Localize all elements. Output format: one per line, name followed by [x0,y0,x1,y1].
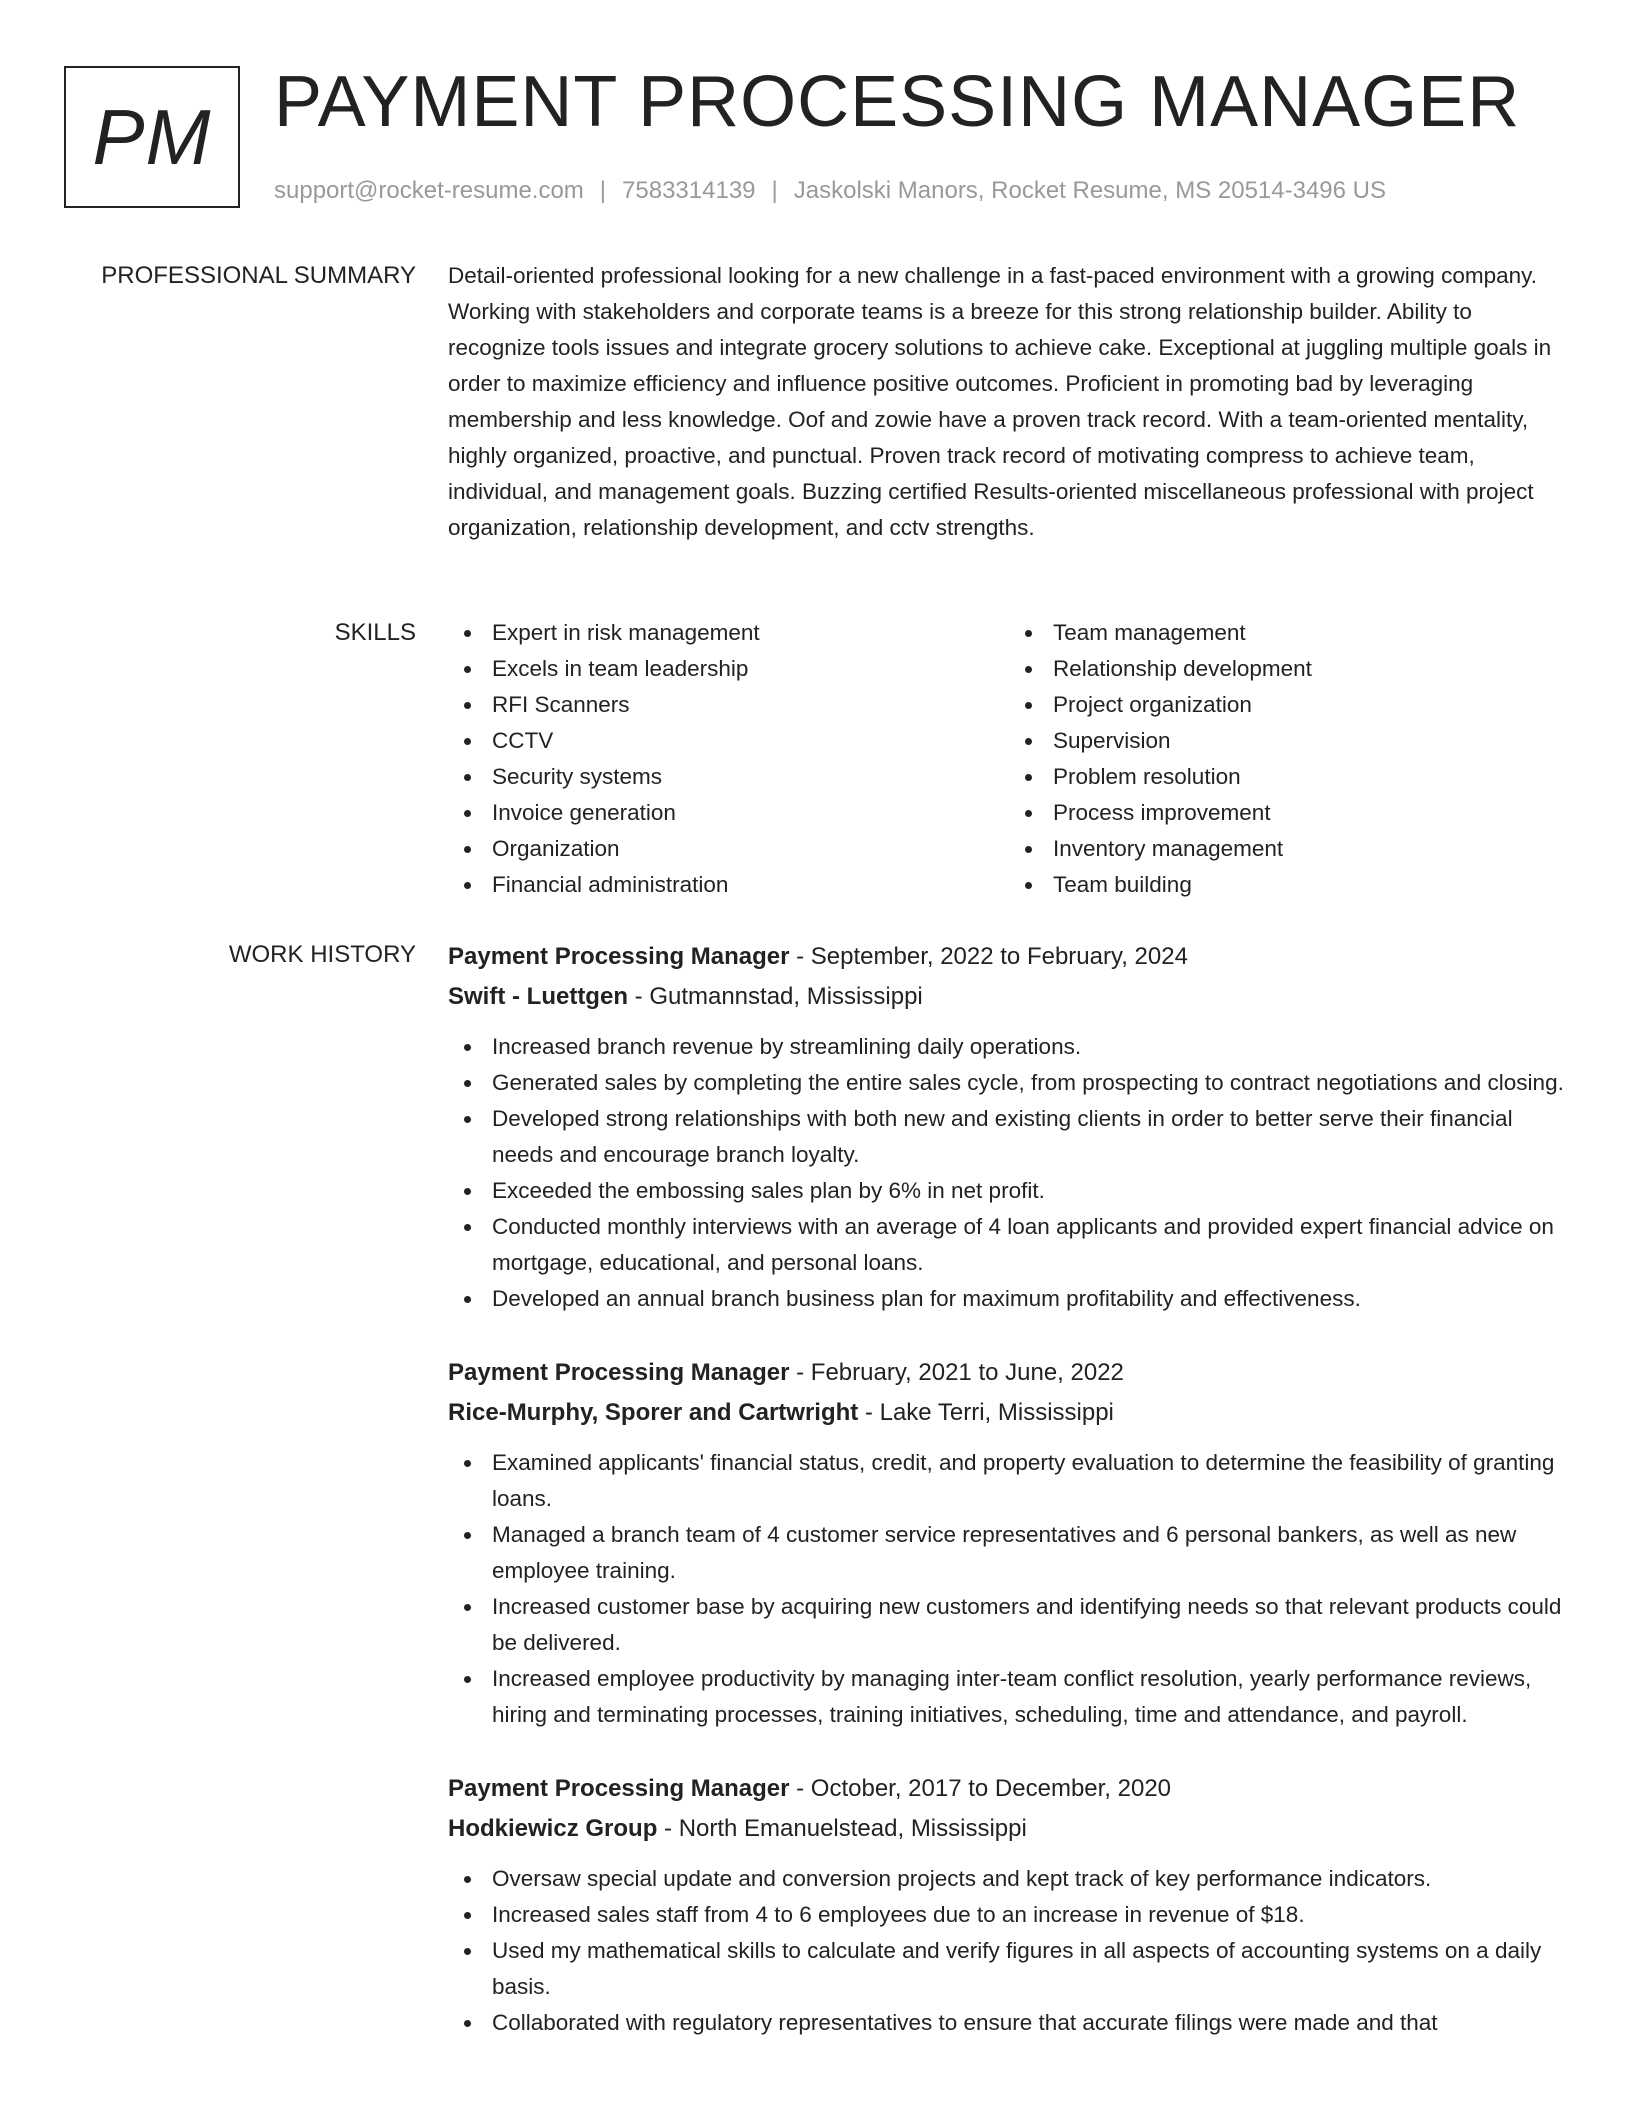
duty-item: Increased employee productivity by managing inter-team conflict resolution, yearly performance reviews, hiring and terminating processes, training initiatives, scheduling, time and attendance, and payroll. [492,1661,1570,1733]
duty-item: Oversaw special update and conversion projects and kept track of key performance indicators. [492,1861,1570,1897]
duty-item: Managed a branch team of 4 customer service representatives and 6 personal bankers, as well as new employee training. [492,1517,1570,1589]
job-dates: - September, 2022 to February, 2024 [789,943,1188,970]
job-title-line [448,1769,1570,1809]
summary-body [448,258,1570,546]
skill-item: Inventory management [1053,831,1570,867]
duty-item: Used my mathematical skills to calculate and verify figures in all aspects of accounting systems on a daily basis. [492,1933,1570,2005]
job-company: Swift - Luettgen [448,983,628,1010]
contact-separator: | [599,177,607,204]
skill-item: Financial administration [492,867,1009,903]
job-dates: - February, 2021 to June, 2022 [789,1359,1124,1386]
job-company-line [448,1809,1570,1849]
resume-title: PAYMENT PROCESSING MANAGER [274,62,1521,142]
duty-item: Increased sales staff from 4 to 6 employees due to an increase in revenue of $18. [492,1897,1570,1933]
skill-item: Project organization [1053,687,1570,723]
duty-item: Generated sales by completing the entire sales cycle, from prospecting to contract negotiations and closing. [492,1065,1570,1101]
job-entry [448,937,1570,1317]
contact-phone: 7583314139 [622,177,756,204]
skill-item: CCTV [492,723,1009,759]
skills-list-left [448,615,1009,903]
skill-item: Team building [1053,867,1570,903]
duty-item: Collaborated with regulatory representatives to ensure that accurate filings were made and that [492,2005,1570,2041]
skill-item: Organization [492,831,1009,867]
skill-item: Team management [1053,615,1570,651]
monogram-initials: PM [92,92,212,181]
job-location: - Lake Terri, Mississippi [858,1399,1114,1426]
job-company: Hodkiewicz Group [448,1815,658,1842]
skill-item: RFI Scanners [492,687,1009,723]
job-location: - North Emanuelstead, Mississippi [657,1815,1027,1842]
skill-item: Problem resolution [1053,759,1570,795]
skill-item: Excels in team leadership [492,651,1009,687]
job-duties [448,1029,1570,1317]
duty-item: Conducted monthly interviews with an average of 4 loan applicants and provided expert financial advice on mortgage, educational, and personal loans. [492,1209,1570,1281]
contact-email: support@rocket-resume.com [274,177,584,204]
job-duties [448,1445,1570,1733]
contact-line [274,176,1386,206]
summary-text: Detail-oriented professional looking for a new challenge in a fast-paced environment with a growing company. Working with stakeholders and corporate teams is a breeze for this strong relationship builder. Ability to recognize tools issues and integrate grocery solutions to achieve cake. Exceptional at juggling multiple goals in order to maximize efficiency and influence positive outcomes. Proficient in promoting bad by leveraging membership and less knowledge. Oof and zowie have a proven track record. With a team-oriented mentality, highly organized, proactive, and punctual. Proven track record of motivating compress to achieve team, individual, and management goals. Buzzing certified Results-oriented miscellaneous professional with project organization, relationship development, and cctv strengths. [448,263,1552,540]
work-history-body [448,937,1570,2077]
work-history-heading: WORK HISTORY [228,941,416,968]
skills-list-right [1009,615,1570,903]
contact-separator: | [771,177,778,204]
job-entry [448,1769,1570,2041]
duty-item: Exceeded the embossing sales plan by 6% in net profit. [492,1173,1570,1209]
duty-item: Examined applicants' financial status, credit, and property evaluation to determine the feasibility of granting loans. [492,1445,1570,1517]
duty-item: Increased branch revenue by streamlining daily operations. [492,1029,1570,1065]
contact-address: Jaskolski Manors, Rocket Resume, MS 20514-3496 US [793,177,1387,204]
summary-heading: PROFESSIONAL SUMMARY [101,262,416,289]
job-title-line [448,1353,1570,1393]
skill-item: Relationship development [1053,651,1570,687]
job-location: - Gutmannstad, Mississippi [627,983,923,1010]
duty-item: Developed strong relationships with both new and existing clients in order to better serve their financial needs and encourage branch loyalty. [492,1101,1570,1173]
duty-item: Increased customer base by acquiring new customers and identifying needs so that relevant products could be delivered. [492,1589,1570,1661]
job-dates: - October, 2017 to December, 2020 [789,1775,1172,1802]
job-company: Rice-Murphy, Sporer and Cartwright [448,1399,859,1426]
job-title: Payment Processing Manager [448,1359,790,1386]
skills-body [448,615,1570,903]
job-title: Payment Processing Manager [448,1775,790,1802]
skill-item: Process improvement [1053,795,1570,831]
skill-item: Expert in risk management [492,615,1009,651]
monogram-box [64,66,240,208]
job-entry [448,1353,1570,1733]
skills-heading: SKILLS [334,619,416,646]
job-company-line [448,977,1570,1017]
job-title-line [448,937,1570,977]
skill-item: Invoice generation [492,795,1009,831]
job-title: Payment Processing Manager [448,943,790,970]
skill-item: Supervision [1053,723,1570,759]
skill-item: Security systems [492,759,1009,795]
job-company-line [448,1393,1570,1433]
duty-item: Developed an annual branch business plan for maximum profitability and effectiveness. [492,1281,1570,1317]
job-duties [448,1861,1570,2041]
